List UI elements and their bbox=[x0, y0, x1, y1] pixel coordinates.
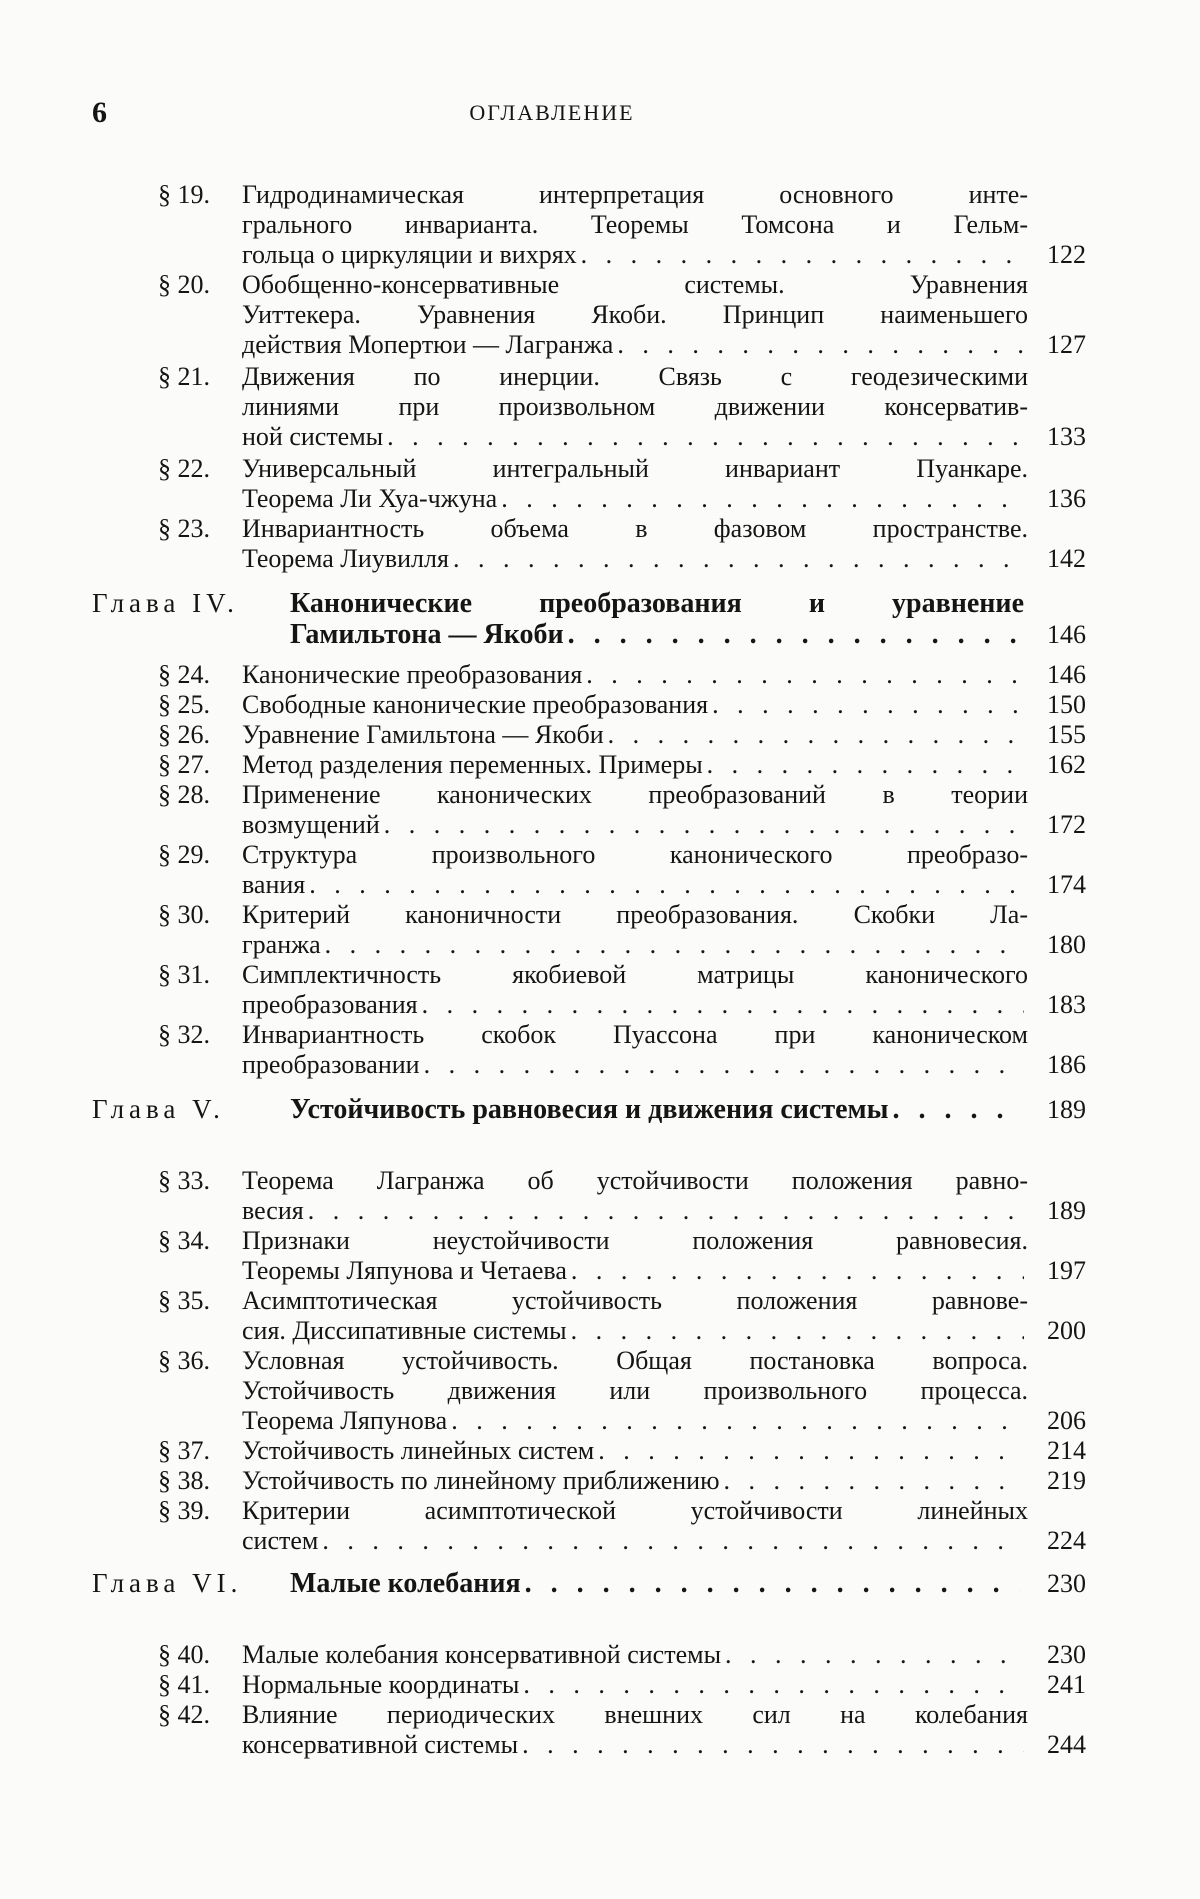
title-last-line bbox=[242, 810, 1028, 840]
title-line: грального инварианта. Теоремы Томсона и Гельм- bbox=[242, 210, 1028, 239]
dot-leader bbox=[617, 330, 1024, 360]
title-line: систем bbox=[242, 1526, 319, 1555]
page-ref: 142 bbox=[1047, 544, 1086, 573]
dot-leader bbox=[422, 990, 1024, 1020]
title-line: консервативной системы bbox=[242, 1730, 519, 1759]
title-line: Теоремы Ляпунова и Четаева bbox=[242, 1256, 567, 1285]
page-ref: 214 bbox=[1047, 1436, 1086, 1465]
section-number: § 28. bbox=[158, 780, 210, 809]
title-line: Критерий каноничности преобразования. Скобки Ла- bbox=[242, 900, 1028, 929]
chapter-label: Глава VI. bbox=[92, 1568, 243, 1598]
section-number: § 20. bbox=[158, 270, 210, 299]
title-line: Канонические преобразования bbox=[242, 660, 583, 689]
title-line: Канонические преобразования и уравнение bbox=[290, 588, 1024, 619]
page-ref: 174 bbox=[1047, 870, 1086, 899]
page-number: 6 bbox=[92, 96, 107, 129]
title-line: гольца о циркуляции и вихрях bbox=[242, 240, 577, 269]
section-number: § 30. bbox=[158, 900, 210, 929]
section-title bbox=[242, 180, 1028, 270]
chapter-label: Глава V. bbox=[92, 1094, 225, 1124]
section-number: § 42. bbox=[158, 1700, 210, 1729]
dot-leader bbox=[724, 1466, 1024, 1496]
title-line: Теорема Лиувилля bbox=[242, 544, 449, 573]
title-line: Малые колебания консервативной системы bbox=[242, 1640, 722, 1669]
dot-leader bbox=[581, 240, 1024, 270]
title-line: действия Мопертюи — Лагранжа bbox=[242, 330, 614, 359]
section-number: § 41. bbox=[158, 1670, 210, 1699]
section-title bbox=[242, 1286, 1028, 1346]
section-title bbox=[242, 1436, 1028, 1466]
section-number: § 27. bbox=[158, 750, 210, 779]
section-number: § 31. bbox=[158, 960, 210, 989]
title-line: вания bbox=[242, 870, 306, 899]
section-number: § 21. bbox=[158, 362, 210, 391]
title-line: возмущений bbox=[242, 810, 380, 839]
title-last-line bbox=[242, 1640, 1028, 1670]
section-number: § 23. bbox=[158, 514, 210, 543]
page-ref: 230 bbox=[1047, 1569, 1086, 1598]
title-line: Устойчивость линейных систем bbox=[242, 1436, 595, 1465]
title-line: Применение канонических преобразований в теории bbox=[242, 780, 1028, 809]
title-last-line bbox=[242, 1316, 1028, 1346]
section-number: § 38. bbox=[158, 1466, 210, 1495]
title-line: Свободные канонические преобразования bbox=[242, 690, 709, 719]
section-title bbox=[242, 1670, 1028, 1700]
title-line: весия bbox=[242, 1196, 304, 1225]
section-title bbox=[242, 840, 1028, 900]
title-line: гранжа bbox=[242, 930, 321, 959]
page-ref: 122 bbox=[1047, 240, 1086, 269]
title-line: Влияние периодических внешних сил на колебания bbox=[242, 1700, 1028, 1729]
section-title bbox=[242, 690, 1028, 720]
title-last-line bbox=[242, 240, 1028, 270]
title-line: Метод разделения переменных. Примеры bbox=[242, 750, 703, 779]
section-number: § 35. bbox=[158, 1286, 210, 1315]
section-number: § 29. bbox=[158, 840, 210, 869]
section-number: § 26. bbox=[158, 720, 210, 749]
title-last-line bbox=[242, 422, 1028, 452]
title-last-line bbox=[242, 750, 1028, 780]
title-last-line bbox=[242, 1436, 1028, 1466]
section-title bbox=[242, 1020, 1028, 1080]
title-last-line bbox=[242, 1196, 1028, 1226]
title-line: Теорема Лагранжа об устойчивости положения равно- bbox=[242, 1166, 1028, 1195]
dot-leader bbox=[598, 1436, 1024, 1466]
title-last-line bbox=[290, 1094, 1024, 1125]
section-title bbox=[242, 780, 1028, 840]
dot-leader bbox=[387, 422, 1024, 452]
title-last-line bbox=[242, 484, 1028, 514]
title-line: Гидродинамическая интерпретация основного инте- bbox=[242, 180, 1028, 209]
section-title bbox=[242, 720, 1028, 750]
dot-leader bbox=[309, 870, 1024, 900]
title-line: Движения по инерции. Связь с геодезическими bbox=[242, 362, 1028, 391]
dot-leader bbox=[451, 1406, 1024, 1436]
section-title bbox=[242, 1466, 1028, 1496]
section-number: § 40. bbox=[158, 1640, 210, 1669]
title-line: Устойчивость движения или произвольного процесса. bbox=[242, 1376, 1028, 1405]
section-title bbox=[242, 1346, 1028, 1436]
section-title bbox=[242, 270, 1028, 360]
section-title bbox=[242, 1700, 1028, 1760]
dot-leader bbox=[707, 750, 1024, 780]
title-last-line bbox=[242, 870, 1028, 900]
title-last-line bbox=[290, 1568, 1024, 1599]
section-title bbox=[242, 750, 1028, 780]
dot-leader bbox=[725, 1640, 1024, 1670]
page-ref: 189 bbox=[1047, 1095, 1086, 1124]
dot-leader bbox=[325, 930, 1024, 960]
section-title bbox=[242, 1166, 1028, 1226]
title-last-line bbox=[242, 660, 1028, 690]
title-line: Инвариантность объема в фазовом пространстве. bbox=[242, 514, 1028, 543]
section-number: § 22. bbox=[158, 454, 210, 483]
page-ref: 241 bbox=[1047, 1670, 1086, 1699]
section-number: § 25. bbox=[158, 690, 210, 719]
page-ref: 186 bbox=[1047, 1050, 1086, 1079]
page-ref: 197 bbox=[1047, 1256, 1086, 1285]
title-last-line bbox=[242, 1406, 1028, 1436]
dot-leader bbox=[384, 810, 1024, 840]
title-line: преобразовании bbox=[242, 1050, 420, 1079]
dot-leader bbox=[568, 619, 1020, 650]
dot-leader bbox=[424, 1050, 1024, 1080]
title-last-line bbox=[242, 1050, 1028, 1080]
dot-leader bbox=[586, 660, 1024, 690]
title-line: преобразования bbox=[242, 990, 418, 1019]
page-ref: 206 bbox=[1047, 1406, 1086, 1435]
dot-leader bbox=[308, 1196, 1024, 1226]
section-number: § 39. bbox=[158, 1496, 210, 1525]
page-ref: 162 bbox=[1047, 750, 1086, 779]
title-line: Симплектичность якобиевой матрицы канонического bbox=[242, 960, 1028, 989]
title-line: Теорема Ли Хуа-чжуна bbox=[242, 484, 498, 513]
section-title bbox=[242, 454, 1028, 514]
page-ref: 150 bbox=[1047, 690, 1086, 719]
title-line: Уравнение Гамильтона — Якоби bbox=[242, 720, 604, 749]
title-last-line bbox=[242, 1526, 1028, 1556]
page-ref: 200 bbox=[1047, 1316, 1086, 1345]
section-title bbox=[242, 660, 1028, 690]
title-line: Малые колебания bbox=[290, 1568, 521, 1599]
dot-leader bbox=[525, 1568, 1020, 1599]
section-number: § 24. bbox=[158, 660, 210, 689]
title-line: сия. Диссипативные системы bbox=[242, 1316, 567, 1345]
dot-leader bbox=[501, 484, 1024, 514]
title-line: Нормальные координаты bbox=[242, 1670, 520, 1699]
title-line: Асимптотическая устойчивость положения равнове- bbox=[242, 1286, 1028, 1315]
title-line: Теорема Ляпунова bbox=[242, 1406, 448, 1435]
title-last-line bbox=[242, 690, 1028, 720]
section-title bbox=[242, 362, 1028, 452]
title-line: ной системы bbox=[242, 422, 384, 451]
section-number: § 37. bbox=[158, 1436, 210, 1465]
dot-leader bbox=[453, 544, 1024, 574]
dot-leader bbox=[608, 720, 1024, 750]
chapter-title bbox=[290, 1094, 1024, 1125]
page-ref: 189 bbox=[1047, 1196, 1086, 1225]
title-last-line bbox=[242, 990, 1028, 1020]
title-line: Обобщенно-консервативные системы. Уравнения bbox=[242, 270, 1028, 299]
title-line: Структура произвольного канонического преобразо- bbox=[242, 840, 1028, 869]
section-title bbox=[242, 514, 1028, 574]
section-title bbox=[242, 1226, 1028, 1286]
section-number: § 34. bbox=[158, 1226, 210, 1255]
section-number: § 36. bbox=[158, 1346, 210, 1375]
chapter-label: Глава IV. bbox=[92, 588, 239, 618]
page-ref: 230 bbox=[1047, 1640, 1086, 1669]
title-last-line bbox=[242, 1670, 1028, 1700]
title-line: Критерии асимптотической устойчивости линейных bbox=[242, 1496, 1028, 1525]
page-ref: 219 bbox=[1047, 1466, 1086, 1495]
page-ref: 133 bbox=[1047, 422, 1086, 451]
page-ref: 183 bbox=[1047, 990, 1086, 1019]
title-last-line bbox=[242, 1466, 1028, 1496]
section-title bbox=[242, 900, 1028, 960]
section-number: § 19. bbox=[158, 180, 210, 209]
page-ref: 244 bbox=[1047, 1730, 1086, 1759]
title-last-line bbox=[290, 619, 1024, 650]
title-line: Уиттекера. Уравнения Якоби. Принцип наименьшего bbox=[242, 300, 1028, 329]
title-line: Устойчивость равновесия и движения системы bbox=[290, 1094, 889, 1125]
dot-leader bbox=[571, 1256, 1024, 1286]
title-last-line bbox=[242, 544, 1028, 574]
section-title bbox=[242, 1496, 1028, 1556]
title-line: Универсальный интегральный инвариант Пуанкаре. bbox=[242, 454, 1028, 483]
title-last-line bbox=[242, 1256, 1028, 1286]
dot-leader bbox=[322, 1526, 1024, 1556]
section-title bbox=[242, 1640, 1028, 1670]
section-title bbox=[242, 960, 1028, 1020]
title-last-line bbox=[242, 720, 1028, 750]
title-line: Устойчивость по линейному приближению bbox=[242, 1466, 720, 1495]
page-ref: 146 bbox=[1047, 660, 1086, 689]
title-line: линиями при произвольном движении консерватив- bbox=[242, 392, 1028, 421]
title-line: Условная устойчивость. Общая постановка вопроса. bbox=[242, 1346, 1028, 1375]
section-number: § 32. bbox=[158, 1020, 210, 1049]
page-ref: 180 bbox=[1047, 930, 1086, 959]
page-ref: 224 bbox=[1047, 1526, 1086, 1555]
dot-leader bbox=[522, 1730, 1024, 1760]
running-head: ОГЛАВЛЕНИЕ bbox=[469, 100, 635, 125]
chapter-title bbox=[290, 1568, 1024, 1599]
chapter-title bbox=[290, 588, 1024, 650]
title-line: Гамильтона — Якоби bbox=[290, 619, 564, 650]
page-ref: 146 bbox=[1047, 620, 1086, 649]
page-ref: 136 bbox=[1047, 484, 1086, 513]
dot-leader bbox=[892, 1094, 1020, 1125]
dot-leader bbox=[712, 690, 1024, 720]
page-ref: 127 bbox=[1047, 330, 1086, 359]
page-ref: 172 bbox=[1047, 810, 1086, 839]
dot-leader bbox=[523, 1670, 1024, 1700]
title-last-line bbox=[242, 330, 1028, 360]
section-number: § 33. bbox=[158, 1166, 210, 1195]
title-last-line bbox=[242, 930, 1028, 960]
title-line: Признаки неустойчивости положения равновесия. bbox=[242, 1226, 1028, 1255]
page-ref: 155 bbox=[1047, 720, 1086, 749]
dot-leader bbox=[571, 1316, 1024, 1346]
title-last-line bbox=[242, 1730, 1028, 1760]
title-line: Инвариантность скобок Пуассона при каноническом bbox=[242, 1020, 1028, 1049]
